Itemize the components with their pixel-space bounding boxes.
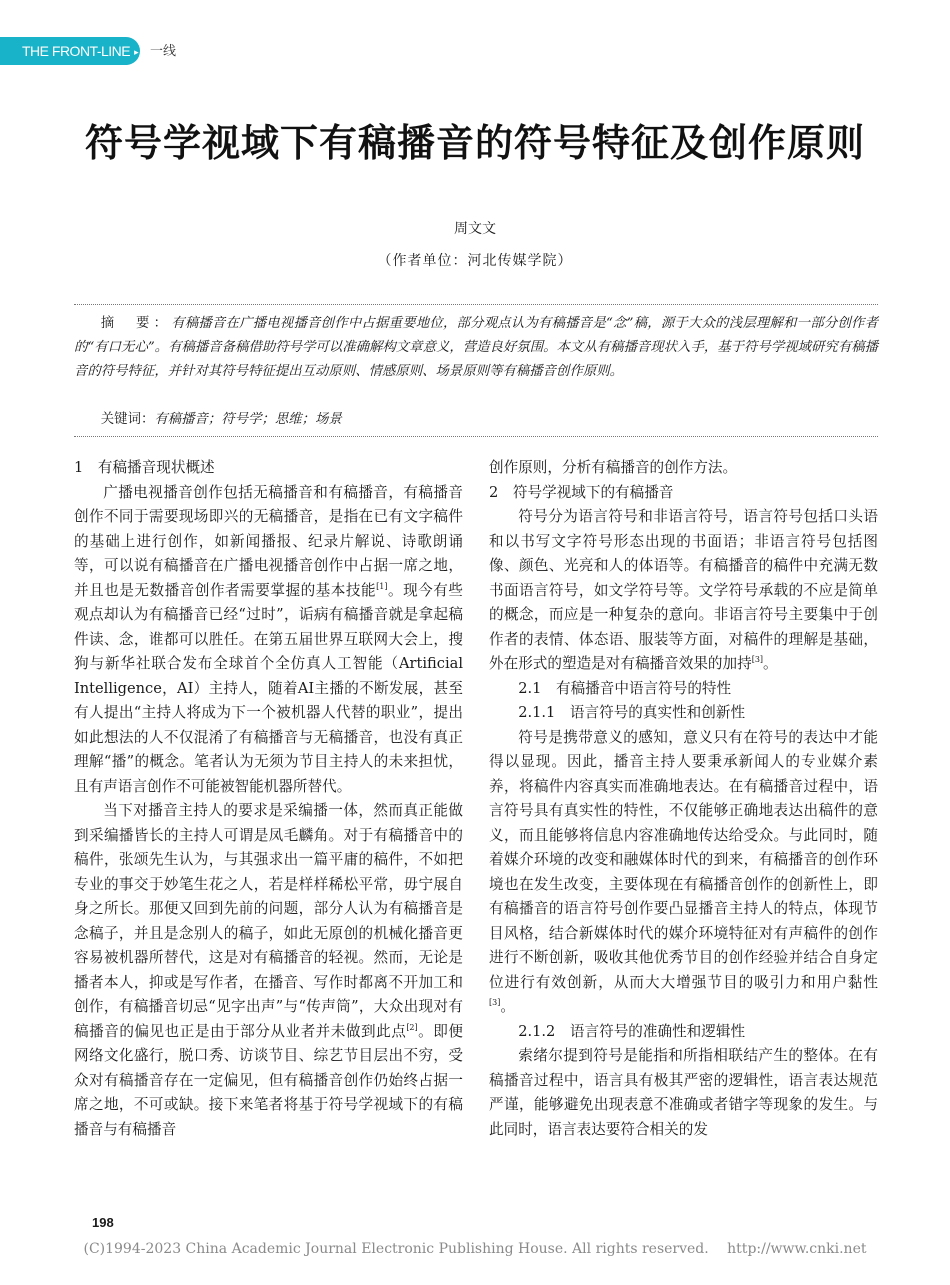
divider-bottom xyxy=(74,436,878,437)
right-column xyxy=(489,456,878,1142)
paragraph xyxy=(74,481,463,800)
paragraph-text: 广播电视播音创作包括无稿播音和有稿播音，有稿播音创作不同于需要现场即兴的无稿播音，是指在已有文字稿件的基础上进行创作，如新闻播报、纪录片解说、诗歌朗诵等，可以说有稿播音在广播电视播音创作中占据一席之地，并且也是无数播音创作者需要掌握的基本技能 xyxy=(74,483,463,599)
subsection-heading-2-1-1: 2.1.1 语言符号的真实性和创新性 xyxy=(518,704,746,721)
subsection-heading-2-1-2: 2.1.2 语言符号的准确性和逻辑性 xyxy=(518,1022,746,1040)
paragraph-text: 。 xyxy=(500,998,515,1015)
citation: [3] xyxy=(751,655,764,665)
copyright-footer: (C)1994-2023 China Academic Journal Electronic Publishing House. All rights reserved. http://www.cnki.net xyxy=(83,1241,867,1257)
citation: [3] xyxy=(489,998,501,1008)
citation: [1] xyxy=(376,581,388,591)
section-tag xyxy=(0,37,140,65)
abstract xyxy=(74,312,878,384)
left-column xyxy=(74,456,463,1142)
paragraph xyxy=(489,726,878,1020)
author-affiliation: （作者单位：河北传媒学院） xyxy=(377,253,573,269)
section-label: 一线 xyxy=(150,44,177,59)
keywords-label: 关键词： xyxy=(100,412,155,427)
section-heading-2: 2 符号学视域下的有稿播音 xyxy=(489,483,674,501)
paragraph xyxy=(74,799,463,1142)
arrow-right-icon: ▸ xyxy=(134,47,139,58)
citation: [2] xyxy=(406,1022,418,1032)
paragraph xyxy=(489,505,878,677)
paragraph-continued: 创作原则，分析有稿播音的创作方法。 xyxy=(489,459,738,476)
paragraph-text: 。现今有些观点却认为有稿播音已经“过时”，诟病有稿播音就是拿起稿件读、念，谁都可以胜任。在第五届世界互联网大会上，搜狗与新华社联合发布全球首个全仿真人工智能（Artificial Intelligence，AI）主持人，随着AI主播的不断发展，甚至有人提出“主持人将成为下一个被机器人代替的职业”，提出如此想法的人不仅混淆了有稿播音与无稿播音，也没有真正理解“播”的概念。笔者认为无须为节目主持人的未来担忧，且有声语言创作不可能被智能机器所替代。 xyxy=(74,581,463,795)
paragraph-text: 当下对播音主持人的要求是采编播一体，然而真正能做到采编播皆长的主持人可谓是凤毛麟角。对于有稿播音中的稿件，张颂先生认为，与其强求出一篇平庸的稿件，不如把专业的事交于妙笔生花之人，若是样样稀松平常，毋宁展自身之所长。那便又回到先前的问题，部分人认为有稿播音是念稿子，并且是念别人的稿子，如此无原创的机械化播音更容易被机器所替代，这是对有稿播音的轻视。然而，无论是播者本人，抑或是写作者，在播音、写作时都离不开加工和创作，有稿播音切忌“见字出声”与“传声筒”，大众出现对有稿播音的偏见也正是由于部分从业者并未做到此点 xyxy=(74,802,463,1040)
abstract-text: 有稿播音在广播电视播音创作中占据重要地位，部分观点认为有稿播音是“念”稿，源于大众的浅层理解和一部分创作者的“有口无心”。有稿播音备稿借助符号学可以准确解构文章意义，营造良好氛围。本文从有稿播音现状入手，基于符号学视域研究有稿播音的符号特征，并针对其符号特征提出互动原则、情感原则、场景原则等有稿播音创作原则。 xyxy=(74,316,878,379)
section-tag-text: THE FRONT-LINE xyxy=(22,43,131,59)
abstract-label: 摘 要： xyxy=(100,316,172,331)
divider-top xyxy=(74,304,878,305)
paragraph-text: 。即便网络文化盛行，脱口秀、访谈节目、综艺节目层出不穷，受众对有稿播音存在一定偏见，但有稿播音创作仍始终占据一席之地，不可或缺。接下来笔者将基于符号学视域下的有稿播音与有稿播音 xyxy=(74,1022,463,1138)
paragraph-text: 符号分为语言符号和非语言符号，语言符号包括口头语和以书写文字符号形态出现的书面语；非语言符号包括图像、颜色、光亮和人的体语等。有稿播音的稿件中充满无数书面语言符号，如文学符号等。文学符号承载的不应是简单的概念，而应是一种复杂的意向。非语言符号主要集中于创作者的表情、体态语、服装等方面，对稿件的理解是基础，外在形式的塑造是对有稿播音效果的加持 xyxy=(489,508,878,672)
paragraph: 索绪尔提到符号是能指和所指相联结产生的整体。在有稿播音过程中，语言具有极其严密的逻辑性，语言表达规范严谨，能够避免出现表意不准确或者错字等现象的发生。与此同时，语言表达要符合相关的发 xyxy=(489,1047,878,1138)
section-heading-1: 1 有稿播音现状概述 xyxy=(74,459,215,476)
keywords xyxy=(74,408,878,432)
paragraph-text: 符号是携带意义的感知，意义只有在符号的表达中才能得以显现。因此，播音主持人要秉承新闻人的专业媒介素养，将稿件内容真实而准确地表达。在有稿播音过程中，语言符号具有真实性的特性，不仅能够正确地表达出稿件的意义，而且能够将信息内容准确地传达给受众。与此同时，随着媒介环境的改变和融媒体时代的到来，有稿播音的创作环境也在发生改变，主要体现在有稿播音创作的创新性上，即有稿播音的语言符号创作要凸显播音主持人的特点，体现节目风格，结合新媒体时代的媒介环境特征对有声稿件的创作进行不断创新，吸收其他优秀节目的创作经验并结合自身定位进行有效创新，从而大大增强节目的吸引力和用户黏性 xyxy=(489,728,878,991)
author-name: 周文文 xyxy=(454,221,496,237)
article-title: 符号学视域下有稿播音的符号特征及创作原则 xyxy=(84,120,865,165)
subsection-heading-2-1: 2.1 有稿播音中语言符号的特性 xyxy=(518,679,732,697)
page-number: 198 xyxy=(92,1215,114,1230)
paragraph-text: 。 xyxy=(763,655,778,672)
keywords-text: 有稿播音；符号学；思维；场景 xyxy=(154,412,342,427)
